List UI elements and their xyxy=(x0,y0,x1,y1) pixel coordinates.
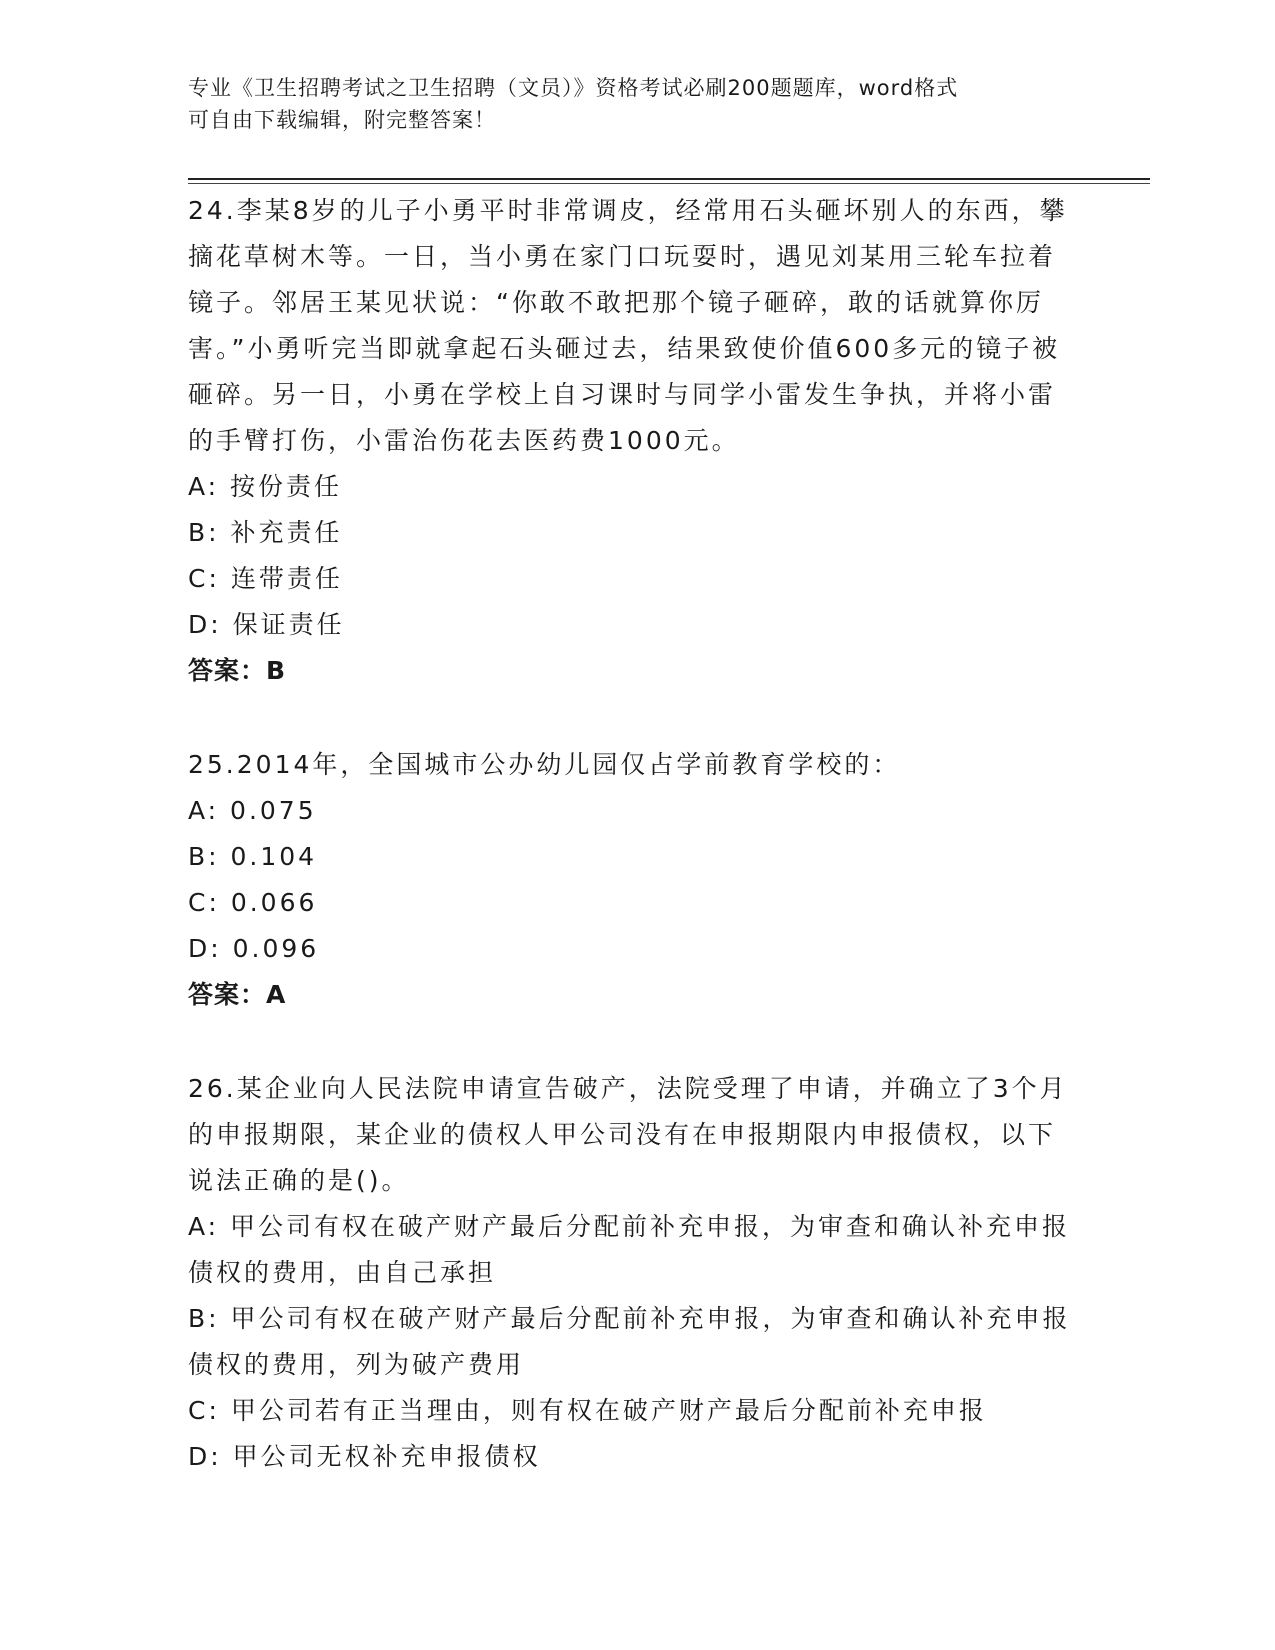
option-c: C: 甲公司若有正当理由，则有权在破产财产最后分配前补充申报 xyxy=(188,1396,987,1425)
header-line-2: 可自由下载编辑，附完整答案！ xyxy=(188,108,496,132)
option-a: A: 0.075 xyxy=(188,796,317,825)
answer-line xyxy=(188,648,1078,694)
question-25 xyxy=(188,742,1078,1018)
header-rule-thick xyxy=(188,178,1150,180)
document-header xyxy=(188,72,1068,136)
question-stem: 24.李某8岁的儿子小勇平时非常调皮，经常用石头砸坏别人的东西，攀摘花草树木等。一日，当小勇在家门口玩耍时，遇见刘某用三轮车拉着镜子。邻居王某见状说：“你敢不敢把那个镜子砸碎，敢的话就算你厉害。”小勇听完当即就拿起石头砸过去，结果致使价值600多元的镜子被砸碎。另一日，小勇在学校上自习课时与同学小雷发生争执，并将小雷的手臂打伤，小雷治伤花去医药费1000元。 xyxy=(188,196,1068,455)
question-list xyxy=(188,188,1078,1528)
option-a: A: 按份责任 xyxy=(188,472,343,501)
answer-label: 答案： xyxy=(188,656,267,685)
question-stem: 25.2014年，全国城市公办幼儿园仅占学前教育学校的： xyxy=(188,750,901,779)
answer-value: A xyxy=(266,980,287,1009)
option-b: B: 0.104 xyxy=(188,842,318,871)
option-a: A: 甲公司有权在破产财产最后分配前补充申报，为审查和确认补充申报债权的费用，由自己承担 xyxy=(188,1212,1071,1287)
option-b: B: 甲公司有权在破产财产最后分配前补充申报，为审查和确认补充申报债权的费用，列为破产费用 xyxy=(188,1304,1071,1379)
question-24 xyxy=(188,188,1078,694)
question-stem: 26.某企业向人民法院申请宣告破产，法院受理了申请，并确立了3个月的申报期限，某企业的债权人甲公司没有在申报期限内申报债权，以下说法正确的是()。 xyxy=(188,1074,1068,1195)
header-line-1: 专业《卫生招聘考试之卫生招聘（文员）》资格考试必刷200题题库，word格式 xyxy=(188,76,959,100)
answer-label: 答案： xyxy=(188,980,267,1009)
answer-value: B xyxy=(266,656,287,685)
option-d: D: 0.096 xyxy=(188,934,320,963)
option-c: C: 0.066 xyxy=(188,888,318,917)
question-26 xyxy=(188,1066,1078,1480)
option-d: D: 保证责任 xyxy=(188,610,345,639)
option-b: B: 补充责任 xyxy=(188,518,343,547)
option-c: C: 连带责任 xyxy=(188,564,343,593)
option-d: D: 甲公司无权补充申报债权 xyxy=(188,1442,541,1471)
answer-line xyxy=(188,972,1078,1018)
header-rule-thin xyxy=(188,183,1150,184)
